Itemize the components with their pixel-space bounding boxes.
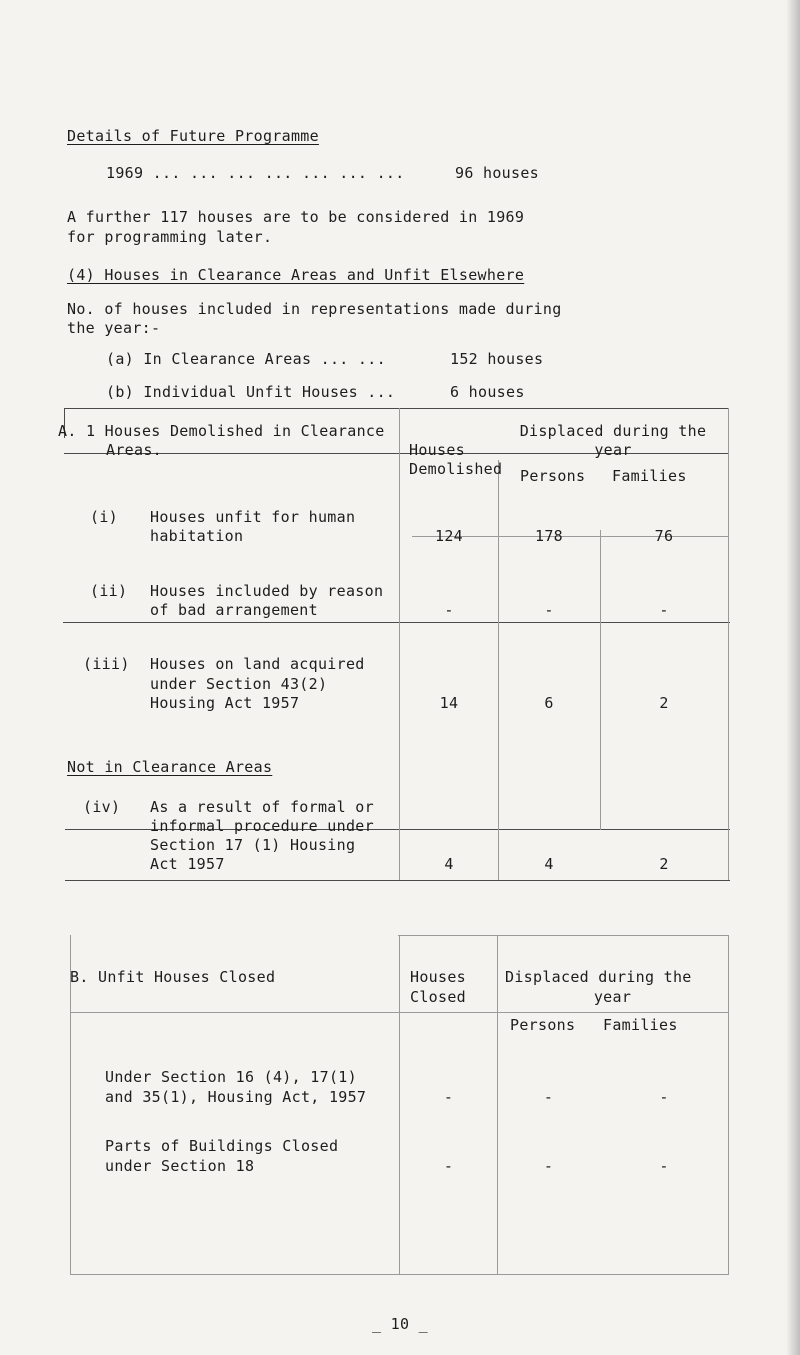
row-iv-number: (iv) [83, 798, 121, 816]
section4-intro-line-2: the year:- [67, 319, 161, 337]
table-b-header-rule [70, 1012, 728, 1013]
table-b-row-2-label-line-2: under Section 18 [105, 1157, 255, 1175]
row-iv-label-line-4: Act 1957 [150, 855, 225, 873]
section4-a-label: (a) In Clearance Areas ... ... [106, 350, 386, 368]
table-b-bottom-rule [70, 1274, 728, 1275]
table-b-right-border [728, 935, 729, 1275]
col-displaced-line-1: Displaced during the [519, 422, 707, 440]
row-ii-persons: - [544, 601, 554, 619]
table-b-row-2-persons: - [543, 1157, 554, 1175]
programme-value: 96 houses [455, 164, 539, 182]
row-iii-label-line-3: Housing Act 1957 [150, 694, 300, 712]
table-a-top-rule [64, 408, 729, 409]
row-iv-label-line-3: Section 17 (1) Housing [150, 836, 356, 854]
table-a-title: A. 1 Houses Demolished in Clearance [58, 422, 385, 440]
table-b-row-1-houses: - [443, 1088, 454, 1106]
row-ii-label-line-1: Houses included by reason [150, 582, 384, 600]
row-ii-houses: - [444, 601, 454, 619]
table-a-divider-houses [399, 408, 400, 830]
table-a-right-border [728, 408, 729, 830]
programme-year: 1969 ... ... ... ... ... ... ... [106, 164, 405, 182]
row-iv-families: 2 [659, 855, 669, 873]
row-i-label-line-1: Houses unfit for human [150, 508, 356, 526]
section4-b-label: (b) Individual Unfit Houses ... [106, 383, 396, 401]
further-text-line-1: A further 117 houses are to be considered in 1969 [67, 208, 525, 226]
section4-title: (4) Houses in Clearance Areas and Unfit Elsewhere [67, 266, 525, 284]
row-i-persons: 178 [535, 527, 563, 545]
row-iii-label-line-2: under Section 43(2) [150, 675, 328, 693]
col-displaced-line-2: year [594, 441, 632, 459]
row-iii-persons: 6 [544, 694, 554, 712]
page-heading: Details of Future Programme [67, 127, 319, 145]
table-b-left-border [70, 935, 71, 1275]
table-b-row-2-houses: - [443, 1157, 454, 1175]
row-i-houses: 124 [435, 527, 463, 545]
table-b-col-persons: Persons [510, 1016, 576, 1034]
row-iii-label-line-1: Houses on land acquired [150, 655, 365, 673]
table-b-col-displaced-line-1: Displaced during the [505, 968, 692, 986]
table-a-divider-persons [498, 460, 499, 830]
table-b-row-2-families: - [659, 1157, 669, 1175]
row-ii-families: - [659, 601, 669, 619]
col-houses-demolished-line-1: Houses [409, 441, 465, 459]
page-number: _ 10 _ [372, 1315, 428, 1333]
row-ii-label-line-2: of bad arrangement [150, 601, 318, 619]
row-iii-families: 2 [659, 694, 669, 712]
row-iv-label-line-2: informal procedure under [150, 817, 374, 835]
row-i-families: 76 [654, 527, 674, 545]
col-houses-demolished-line-2: Demolished [409, 460, 503, 478]
row-ii-number: (ii) [90, 582, 128, 600]
section4-a-value: 152 houses [450, 350, 544, 368]
not-in-clearance-title: Not in Clearance Areas [67, 758, 273, 776]
table-a-title-line-2: Areas. [106, 441, 162, 459]
table-b-row-1-persons: - [543, 1088, 554, 1106]
col-persons: Persons [520, 467, 586, 485]
section4-intro-line-1: No. of houses included in representations made during [67, 300, 562, 318]
table-b-title: B. Unfit Houses Closed [70, 968, 276, 986]
row-iv-houses: 4 [444, 855, 454, 873]
table-b-top-rule [398, 935, 728, 936]
table-a-section-rule [63, 622, 730, 623]
table-b-row-2-label-line-1: Parts of Buildings Closed [105, 1137, 339, 1155]
row-iii-number: (iii) [83, 655, 130, 673]
table-a-divider-families [600, 530, 601, 830]
section4-b-value: 6 houses [450, 383, 525, 401]
table-b-col-displaced-line-2: year [593, 988, 632, 1006]
row-iv-persons: 4 [544, 855, 554, 873]
further-text-line-2: for programming later. [67, 228, 273, 246]
page-edge-shadow [786, 0, 800, 1355]
row-iv-label-line-1: As a result of formal or [150, 798, 374, 816]
table-b-row-1-families: - [659, 1088, 669, 1106]
row-iv-bottom-rule [65, 880, 730, 881]
row-i-label-line-2: habitation [150, 527, 244, 545]
table-b-col-houses-line-1: Houses [410, 968, 466, 986]
row-iv-right-border [728, 780, 729, 880]
table-b-col-houses-line-2: Closed [410, 988, 466, 1006]
col-families: Families [612, 467, 687, 485]
table-b-row-1-label-line-1: Under Section 16 (4), 17(1) [105, 1068, 357, 1086]
table-b-row-1-label-line-2: and 35(1), Housing Act, 1957 [105, 1088, 367, 1106]
row-i-number: (i) [90, 508, 118, 526]
row-iii-houses: 14 [439, 694, 459, 712]
table-b-col-families: Families [603, 1016, 678, 1034]
